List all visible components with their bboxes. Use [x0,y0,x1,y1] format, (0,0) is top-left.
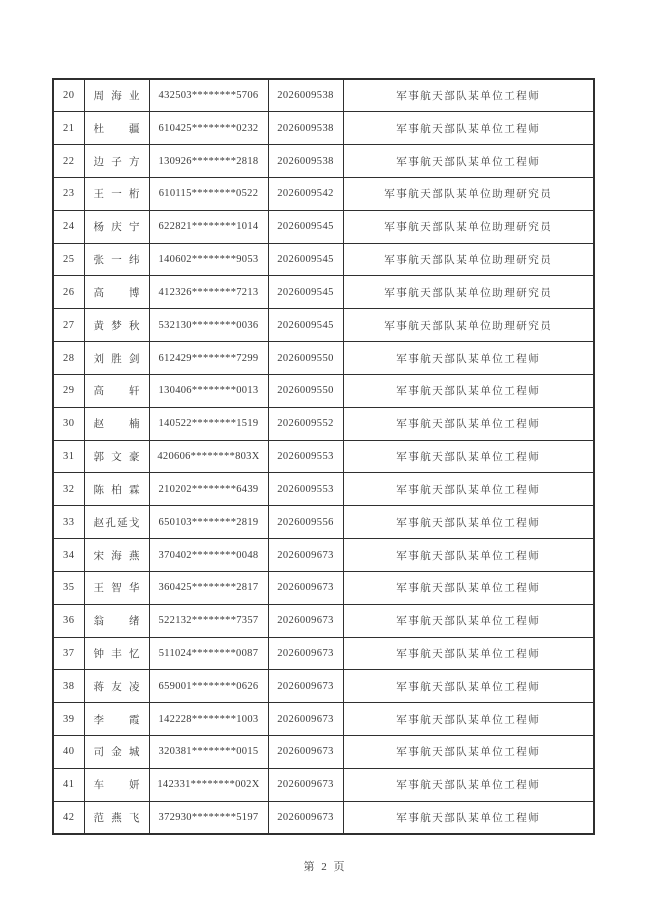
cert_number-cell: 2026009673 [268,571,343,604]
name-cell [84,473,149,506]
table-row [53,539,594,572]
person-name: 周海业 [93,91,140,103]
table-row [53,79,594,112]
name-cell [84,276,149,309]
title-cell: 军事航天部队某单位工程师 [343,736,594,769]
cert_number-cell: 2026009673 [268,703,343,736]
cert_number-cell: 2026009673 [268,670,343,703]
table-row [53,342,594,375]
table-row [53,736,594,769]
person-name: 杨庆宁 [93,222,140,234]
name-cell [84,79,149,112]
id_number-cell: 142331********002X [149,768,268,801]
id_number-cell: 532130********0036 [149,309,268,342]
seq-cell: 31 [53,440,84,473]
cert_number-cell: 2026009552 [268,407,343,440]
name-cell [84,342,149,375]
cert_number-cell: 2026009550 [268,342,343,375]
person-name: 蒋友凌 [93,681,140,693]
person-name: 黄梦秋 [93,320,140,332]
seq-cell: 30 [53,407,84,440]
name-cell [84,374,149,407]
name-cell [84,539,149,572]
title-cell: 军事航天部队某单位助理研究员 [343,210,594,243]
title-cell: 军事航天部队某单位工程师 [343,145,594,178]
name-cell [84,571,149,604]
cert_number-cell: 2026009673 [268,604,343,637]
id_number-cell: 650103********2819 [149,506,268,539]
id_number-cell: 360425********2817 [149,571,268,604]
title-cell: 军事航天部队某单位工程师 [343,506,594,539]
title-cell: 军事航天部队某单位工程师 [343,342,594,375]
name-cell [84,604,149,637]
name-cell [84,670,149,703]
table-row [53,243,594,276]
roster-table [52,78,595,835]
person-name: 李霞 [93,714,140,726]
id_number-cell: 140602********9053 [149,243,268,276]
cert_number-cell: 2026009545 [268,309,343,342]
person-name: 高轩 [93,386,140,398]
person-name: 赵楠 [93,419,140,431]
person-name: 陈柏霖 [93,484,140,496]
cert_number-cell: 2026009550 [268,374,343,407]
person-name: 宋海燕 [93,550,140,562]
table-row [53,604,594,637]
seq-cell: 28 [53,342,84,375]
id_number-cell: 370402********0048 [149,539,268,572]
title-cell: 军事航天部队某单位工程师 [343,112,594,145]
cert_number-cell: 2026009545 [268,210,343,243]
title-cell: 军事航天部队某单位工程师 [343,571,594,604]
person-name: 范燕飞 [93,812,140,824]
cert_number-cell: 2026009545 [268,243,343,276]
title-cell: 军事航天部队某单位工程师 [343,407,594,440]
person-name: 杜疆 [93,123,140,135]
cert_number-cell: 2026009545 [268,276,343,309]
id_number-cell: 612429********7299 [149,342,268,375]
seq-cell: 35 [53,571,84,604]
table-row [53,506,594,539]
id_number-cell: 130926********2818 [149,145,268,178]
seq-cell: 40 [53,736,84,769]
seq-cell: 38 [53,670,84,703]
cert_number-cell: 2026009673 [268,801,343,834]
title-cell: 军事航天部队某单位助理研究员 [343,243,594,276]
id_number-cell: 130406********0013 [149,374,268,407]
seq-cell: 42 [53,801,84,834]
id_number-cell: 511024********0087 [149,637,268,670]
person-name: 高博 [93,287,140,299]
id_number-cell: 522132********7357 [149,604,268,637]
table-row [53,801,594,834]
title-cell: 军事航天部队某单位工程师 [343,539,594,572]
id_number-cell: 412326********7213 [149,276,268,309]
person-name: 赵孔延戈 [93,517,140,529]
title-cell: 军事航天部队某单位工程师 [343,703,594,736]
seq-cell: 39 [53,703,84,736]
name-cell [84,177,149,210]
seq-cell: 36 [53,604,84,637]
cert_number-cell: 2026009673 [268,637,343,670]
cert_number-cell: 2026009556 [268,506,343,539]
person-name: 王一桁 [93,189,140,201]
table-row [53,637,594,670]
person-name: 张一纬 [93,255,140,267]
seq-cell: 26 [53,276,84,309]
name-cell [84,637,149,670]
seq-cell: 27 [53,309,84,342]
title-cell: 军事航天部队某单位工程师 [343,637,594,670]
title-cell: 军事航天部队某单位工程师 [343,604,594,637]
table-row [53,571,594,604]
id_number-cell: 210202********6439 [149,473,268,506]
table-row [53,670,594,703]
name-cell [84,506,149,539]
seq-cell: 37 [53,637,84,670]
title-cell: 军事航天部队某单位助理研究员 [343,276,594,309]
person-name: 边子方 [93,156,140,168]
seq-cell: 20 [53,79,84,112]
page-number: 第 2 页 [303,861,347,873]
seq-cell: 34 [53,539,84,572]
table-body [53,79,594,834]
table-row [53,703,594,736]
seq-cell: 41 [53,768,84,801]
table-row [53,440,594,473]
cert_number-cell: 2026009538 [268,79,343,112]
table-row [53,309,594,342]
name-cell [84,210,149,243]
table-row [53,374,594,407]
table-row [53,145,594,178]
seq-cell: 25 [53,243,84,276]
seq-cell: 24 [53,210,84,243]
person-name: 王智华 [93,583,140,595]
id_number-cell: 142228********1003 [149,703,268,736]
table-row [53,112,594,145]
name-cell [84,768,149,801]
table-row [53,177,594,210]
cert_number-cell: 2026009553 [268,473,343,506]
cert_number-cell: 2026009673 [268,768,343,801]
name-cell [84,801,149,834]
cert_number-cell: 2026009673 [268,539,343,572]
title-cell: 军事航天部队某单位工程师 [343,440,594,473]
cert_number-cell: 2026009542 [268,177,343,210]
name-cell [84,703,149,736]
roster-table-container [52,78,595,835]
name-cell [84,736,149,769]
title-cell: 军事航天部队某单位助理研究员 [343,177,594,210]
seq-cell: 23 [53,177,84,210]
name-cell [84,243,149,276]
seq-cell: 32 [53,473,84,506]
name-cell [84,440,149,473]
cert_number-cell: 2026009553 [268,440,343,473]
seq-cell: 33 [53,506,84,539]
seq-cell: 29 [53,374,84,407]
person-name: 车妍 [93,780,140,792]
id_number-cell: 610115********0522 [149,177,268,210]
name-cell [84,407,149,440]
id_number-cell: 372930********5197 [149,801,268,834]
name-cell [84,145,149,178]
title-cell: 军事航天部队某单位工程师 [343,768,594,801]
id_number-cell: 432503********5706 [149,79,268,112]
seq-cell: 21 [53,112,84,145]
table-row [53,407,594,440]
title-cell: 军事航天部队某单位工程师 [343,801,594,834]
name-cell [84,309,149,342]
person-name: 钟丰忆 [93,648,140,660]
title-cell: 军事航天部队某单位工程师 [343,79,594,112]
id_number-cell: 659001********0626 [149,670,268,703]
table-row [53,276,594,309]
person-name: 司金城 [93,747,140,759]
cert_number-cell: 2026009538 [268,112,343,145]
id_number-cell: 610425********0232 [149,112,268,145]
title-cell: 军事航天部队某单位工程师 [343,670,594,703]
id_number-cell: 140522********1519 [149,407,268,440]
id_number-cell: 420606********803X [149,440,268,473]
title-cell: 军事航天部队某单位工程师 [343,374,594,407]
id_number-cell: 622821********1014 [149,210,268,243]
person-name: 郭文豪 [93,452,140,464]
table-row [53,473,594,506]
cert_number-cell: 2026009538 [268,145,343,178]
name-cell [84,112,149,145]
seq-cell: 22 [53,145,84,178]
cert_number-cell: 2026009673 [268,736,343,769]
table-row [53,768,594,801]
person-name: 翁绪 [93,616,140,628]
title-cell: 军事航天部队某单位助理研究员 [343,309,594,342]
person-name: 刘胜剑 [93,353,140,365]
table-row [53,210,594,243]
title-cell: 军事航天部队某单位工程师 [343,473,594,506]
id_number-cell: 320381********0015 [149,736,268,769]
